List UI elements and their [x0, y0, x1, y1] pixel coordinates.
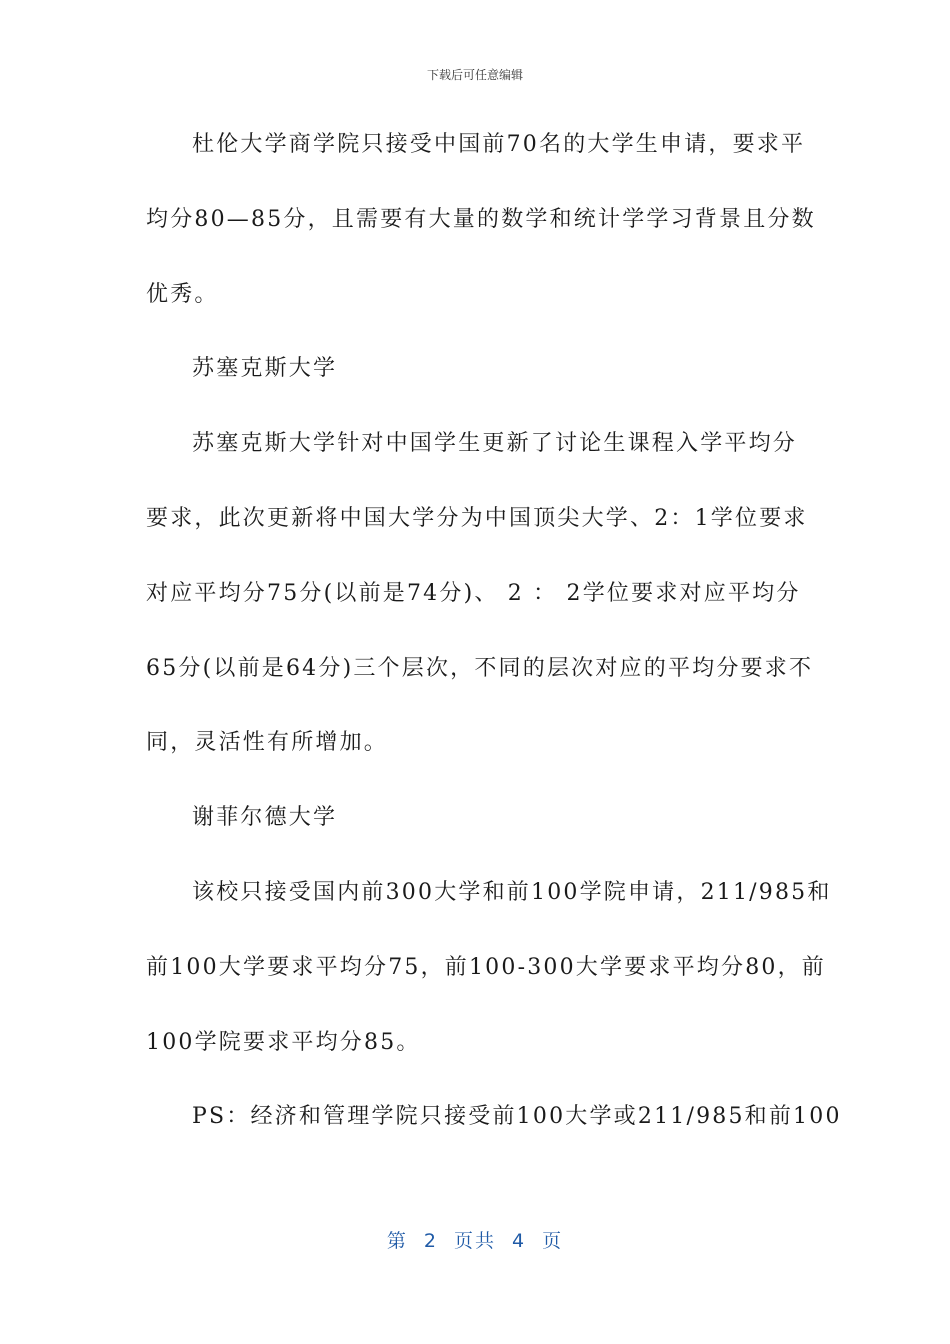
paragraph-line: 同，灵活性有所增加。	[146, 730, 389, 755]
paragraph-line: 前100大学要求平均分75，前100-300大学要求平均分80，前	[146, 955, 826, 980]
section-heading: 苏塞克斯大学	[192, 356, 338, 381]
page-header: 下载后可任意编辑	[426, 68, 523, 82]
paragraph-line: 均分80—85分，且需要有大量的数学和统计学学习背景且分数	[146, 207, 816, 232]
page-number-footer: 第 2 页共 4 页	[386, 1230, 564, 1252]
paragraph-line: PS：经济和管理学院只接受前100大学或211/985和前100	[192, 1104, 842, 1129]
paragraph-line: 优秀。	[146, 282, 219, 307]
paragraph-line: 要求，此次更新将中国大学分为中国顶尖大学、2：1学位要求	[146, 506, 808, 531]
paragraph-line: 该校只接受国内前300大学和前100学院申请，211/985和	[192, 880, 832, 905]
paragraph-line: 苏塞克斯大学针对中国学生更新了讨论生课程入学平均分	[192, 431, 798, 456]
paragraph-line: 杜伦大学商学院只接受中国前70名的大学生申请，要求平	[192, 132, 806, 157]
section-heading: 谢菲尔德大学	[192, 805, 338, 830]
paragraph-line: 对应平均分75分(以前是74分)、 2 ： 2学位要求对应平均分	[146, 581, 801, 606]
paragraph-line: 65分(以前是64分)三个层次，不同的层次对应的平均分要求不	[146, 656, 814, 681]
paragraph-line: 100学院要求平均分85。	[146, 1030, 421, 1055]
